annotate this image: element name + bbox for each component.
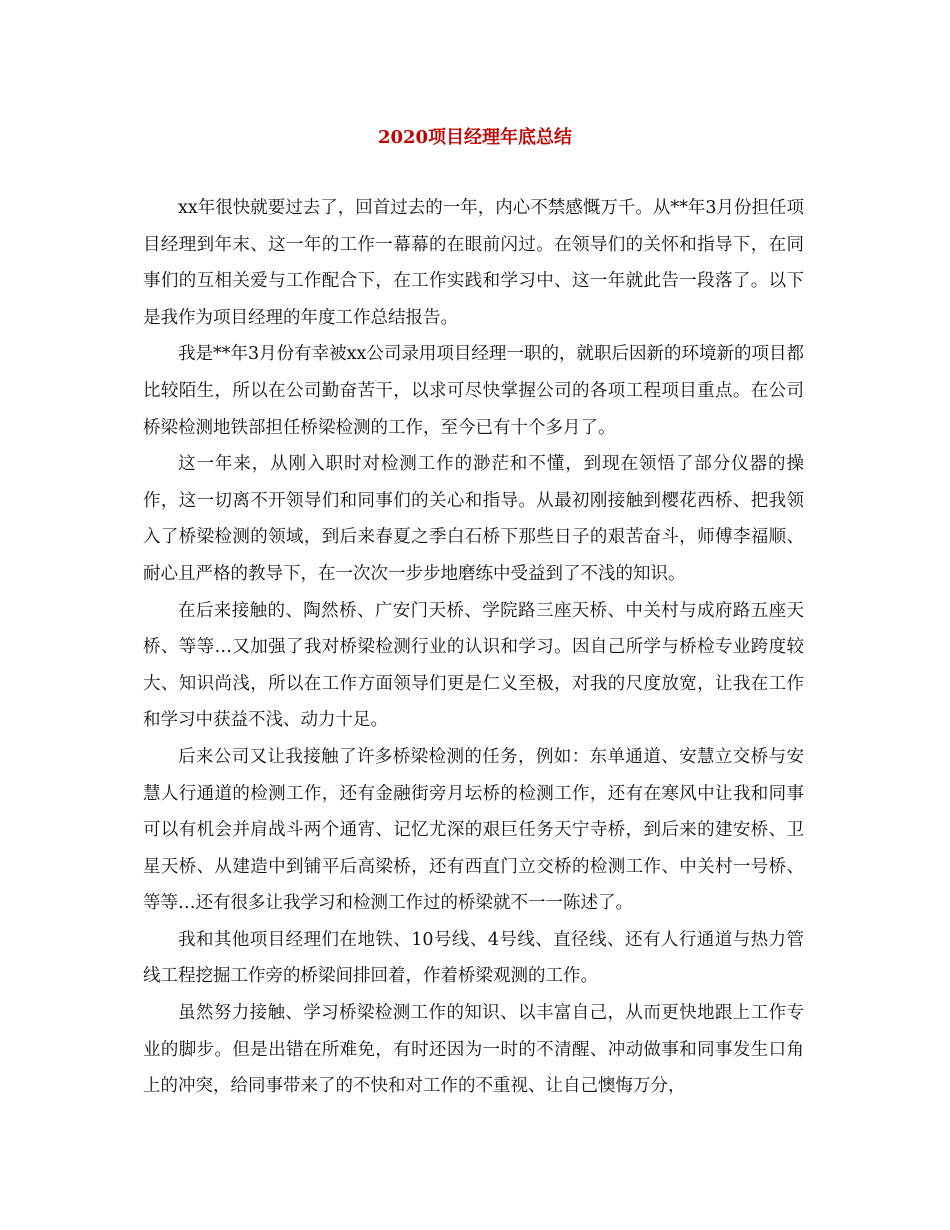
paragraph: 我是**年3月份有幸被xx公司录用项目经理一职的，就职后因新的环境新的项目都比较陌生，所以在公司勤奋苦干，以求可尽快掌握公司的各项工程项目重点。在公司桥梁检测地铁部担任桥梁检测的工作，至今已有十个多月了。 (143, 344, 804, 438)
paragraph: 虽然努力接触、学习桥梁检测工作的知识、以丰富自己，从而更快地跟上工作专业的脚步。但是出错在所难免，有时还因为一时的不清醒、冲动做事和同事发生口角上的冲突，给同事带来了的不快和对工作的不重视、让自己懊悔万分， (143, 1003, 804, 1097)
paragraph: 在后来接触的、陶然桥、广安门天桥、学院路三座天桥、中关村与成府路五座天桥、等等…又加强了我对桥梁检测行业的认识和学习。因自己所学与桥检专业跨度较大、知识尚浅，所以在工作方面领导们更是仁义至极，对我的尺度放宽，让我在工作和学习中获益不浅、动力十足。 (143, 600, 804, 731)
paragraph: 我和其他项目经理们在地铁、10号线、4号线、直径线、还有人行通道与热力管线工程挖掘工作旁的桥梁间排回着，作着桥梁观测的工作。 (143, 929, 804, 987)
document-body (143, 190, 804, 1105)
document-title: 2020项目经理年底总结 (377, 127, 573, 148)
paragraph: 后来公司又让我接触了许多桥梁检测的任务，例如：东单通道、安慧立交桥与安慧人行通道的检测工作，还有金融街旁月坛桥的检测工作，还有在寒风中让我和同事可以有机会并肩战斗两个通宵、记忆尤深的艰巨任务天宁寺桥，到后来的建安桥、卫星天桥、从建造中到铺平后高梁桥，还有西直门立交桥的检测工作、中关村一号桥、等等…还有很多让我学习和检测工作过的桥梁就不一一陈述了。 (143, 746, 804, 914)
paragraph: 这一年来，从刚入职时对检测工作的渺茫和不懂，到现在领悟了部分仪器的操作，这一切离不开领导们和同事们的关心和指导。从最初刚接触到樱花西桥、把我领入了桥梁检测的领域，到后来春夏之季白石桥下那些日子的艰苦奋斗，师傅李福顺、耐心且严格的教导下，在一次次一步步地磨练中受益到了不浅的知识。 (143, 454, 804, 584)
paragraph: xx年很快就要过去了，回首过去的一年，内心不禁感慨万千。从**年3月份担任项目经理到年末、这一年的工作一幕幕的在眼前闪过。在领导们的关怀和指导下，在同事们的互相关爱与工作配合下，在工作实践和学习中、这一年就此告一段落了。以下是我作为项目经理的年度工作总结报告。 (143, 198, 804, 328)
